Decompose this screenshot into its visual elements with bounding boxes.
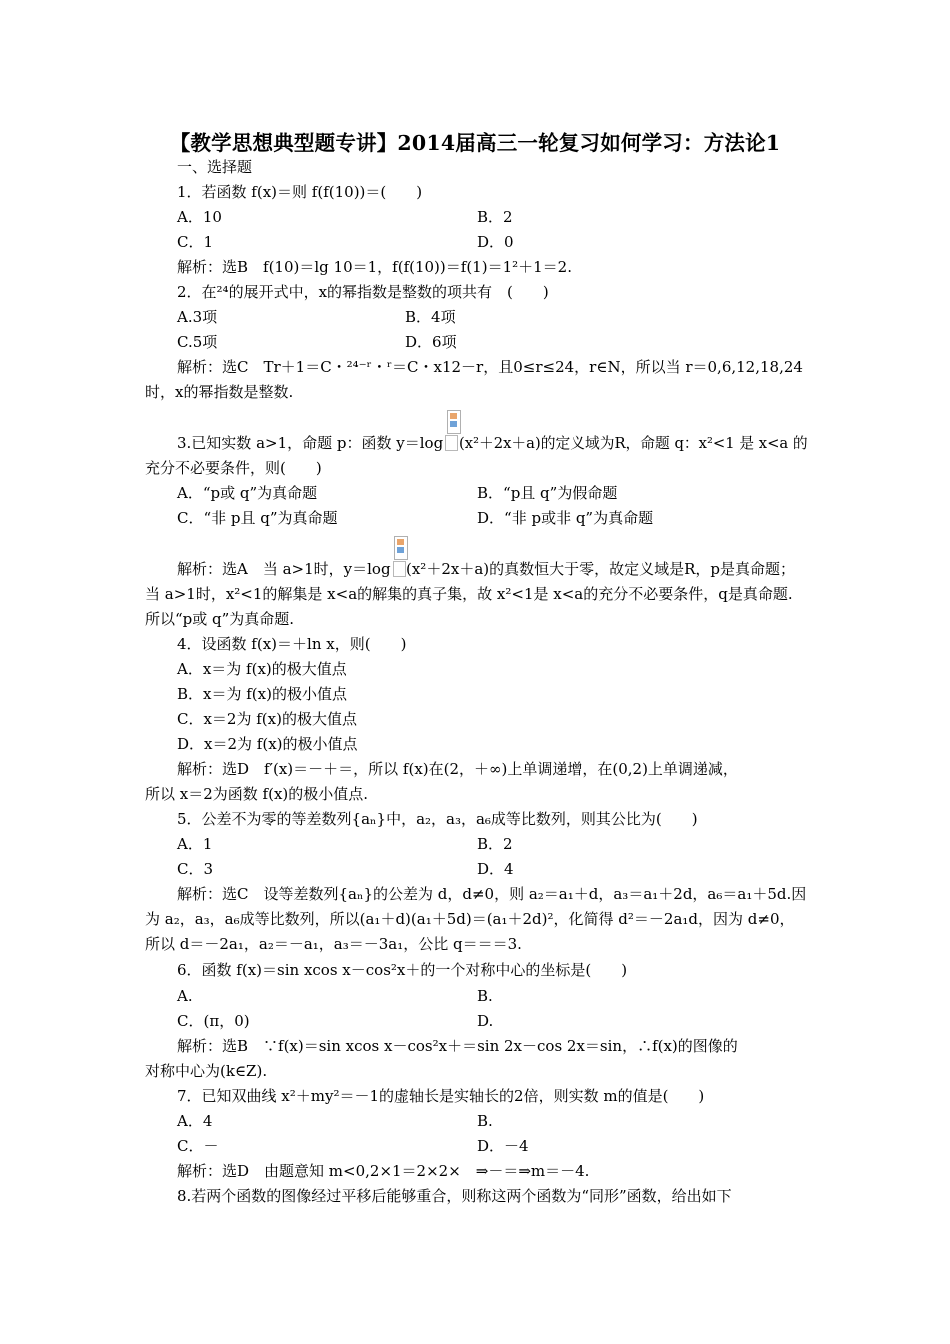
answer-3: 解析：选A 当 a>1时，y＝log <box>177 560 391 578</box>
option-d: D．－4 <box>477 1137 529 1155</box>
option-b: B．2 <box>477 835 513 853</box>
inline-figure <box>394 536 408 560</box>
option-d: D．“非 p或非 q”为真命题 <box>477 509 654 527</box>
answer-3-cont: 所以“p或 q”为真命题. <box>145 610 295 628</box>
question-7: 7．已知双曲线 x²＋my²＝－1的虚轴长是实轴长的2倍，则实数 m的值是( ) <box>177 1087 705 1105</box>
answer-4: 解析：选D f′(x)＝－＋＝，所以 f(x)在(2，＋∞)上单调递增，在(0,2)上单调递减， <box>177 760 738 778</box>
section-heading: 一、选择题 <box>177 158 253 176</box>
document-title: 【教学思想典型题专讲】2014届高三一轮复习如何学习：方法论1 <box>169 131 781 155</box>
question-3-cont: 充分不必要条件，则( ) <box>145 459 322 477</box>
option-a: A．x＝为 f(x)的极大值点 <box>177 660 347 678</box>
option-b: B．x＝为 f(x)的极小值点 <box>177 685 347 703</box>
option-d: D．4 <box>477 860 514 878</box>
answer-4-cont: 所以 x＝2为函数 f(x)的极小值点. <box>145 785 369 803</box>
question-4: 4．设函数 f(x)＝＋ln x，则( ) <box>177 635 407 653</box>
answer-5-cont: 所以 d＝－2a₁，a₂＝－a₁，a₃＝－3a₁，公比 q＝＝＝3. <box>145 935 522 953</box>
option-c: C．－ <box>177 1137 219 1155</box>
option-a: A．4 <box>177 1112 213 1130</box>
formula-placeholder <box>393 561 406 577</box>
option-d: D．x＝2为 f(x)的极小值点 <box>177 735 358 753</box>
option-a: A．1 <box>177 835 213 853</box>
question-8: 8.若两个函数的图像经过平移后能够重合，则称这两个函数为“同形”函数，给出如下 <box>177 1187 732 1205</box>
option-c: C．3 <box>177 860 214 878</box>
question-3-cont: (x²＋2x＋a)的定义域为R，命题 q：x²<1 是 x<a 的 <box>459 434 808 452</box>
answer-3-cont: (x²＋2x＋a)的真数恒大于零，故定义域是R，p是真命题； <box>406 560 796 578</box>
option-d: D．0 <box>477 233 514 251</box>
question-2: 2．在²⁴的展开式中，x的幂指数是整数的项共有 ( ) <box>177 283 549 301</box>
option-c: C．(π，0) <box>177 1012 250 1030</box>
answer-6-cont: 对称中心为(k∈Z). <box>145 1062 268 1080</box>
answer-5: 解析：选C 设等差数列{aₙ}的公差为 d，d≠0，则 a₂＝a₁＋d，a₃＝a₁＋2d，a₆＝a₁＋5d.因 <box>177 885 807 903</box>
option-c: C．“非 p且 q”为真命题 <box>177 509 338 527</box>
option-d: D．6项 <box>405 333 457 351</box>
question-5: 5．公差不为零的等差数列{aₙ}中，a₂，a₃，a₆成等比数列，则其公比为( ) <box>177 810 698 828</box>
question-1: 1．若函数 f(x)＝则 f(f(10))＝( ) <box>177 183 423 201</box>
question-6: 6．函数 f(x)＝sin xcos x－cos²x＋的一个对称中心的坐标是( ) <box>177 961 628 979</box>
answer-6: 解析：选B ∵f(x)＝sin xcos x－cos²x＋＝sin 2x－cos 2x＝sin，∴f(x)的图像的 <box>177 1037 738 1055</box>
inline-figure <box>447 410 461 434</box>
option-a: A．“p或 q”为真命题 <box>177 484 318 502</box>
answer-7: 解析：选D 由题意知 m<0,2×1＝2×2× ⇒－＝⇒m＝－4. <box>177 1162 590 1180</box>
option-a: A．10 <box>177 208 222 226</box>
option-d: D. <box>477 1012 494 1030</box>
option-c: C．x＝2为 f(x)的极大值点 <box>177 710 357 728</box>
answer-5-cont: 为 a₂，a₃，a₆成等比数列，所以(a₁＋d)(a₁＋5d)＝(a₁＋2d)²，化简得 d²＝－2a₁d，因为 d≠0， <box>145 910 795 928</box>
option-b: B．4项 <box>405 308 456 326</box>
formula-placeholder <box>445 435 458 451</box>
answer-2: 解析：选C Tr＋1＝C・²⁴⁻ʳ・ʳ＝C・x12－r，且0≤r≤24，r∈N，所以当 r＝0,6,12,18,24 <box>177 358 803 376</box>
question-3: 3.已知实数 a>1，命题 p：函数 y＝log <box>177 434 444 452</box>
option-a: A. <box>177 987 193 1005</box>
option-b: B．“p且 q”为假命题 <box>477 484 618 502</box>
option-b: B. <box>477 987 493 1005</box>
answer-1: 解析：选B f(10)＝lg 10＝1，f(f(10))＝f(1)＝1²＋1＝2. <box>177 258 572 276</box>
option-b: B. <box>477 1112 493 1130</box>
answer-2-cont: 时，x的幂指数是整数. <box>145 383 294 401</box>
answer-3-cont: 当 a>1时，x²<1的解集是 x<a的解集的真子集，故 x²<1是 x<a的充分不必要条件，q是真命题. <box>145 585 793 603</box>
option-a: A.3项 <box>177 308 218 326</box>
option-b: B．2 <box>477 208 513 226</box>
option-c: C.5项 <box>177 333 218 351</box>
option-c: C．1 <box>177 233 214 251</box>
